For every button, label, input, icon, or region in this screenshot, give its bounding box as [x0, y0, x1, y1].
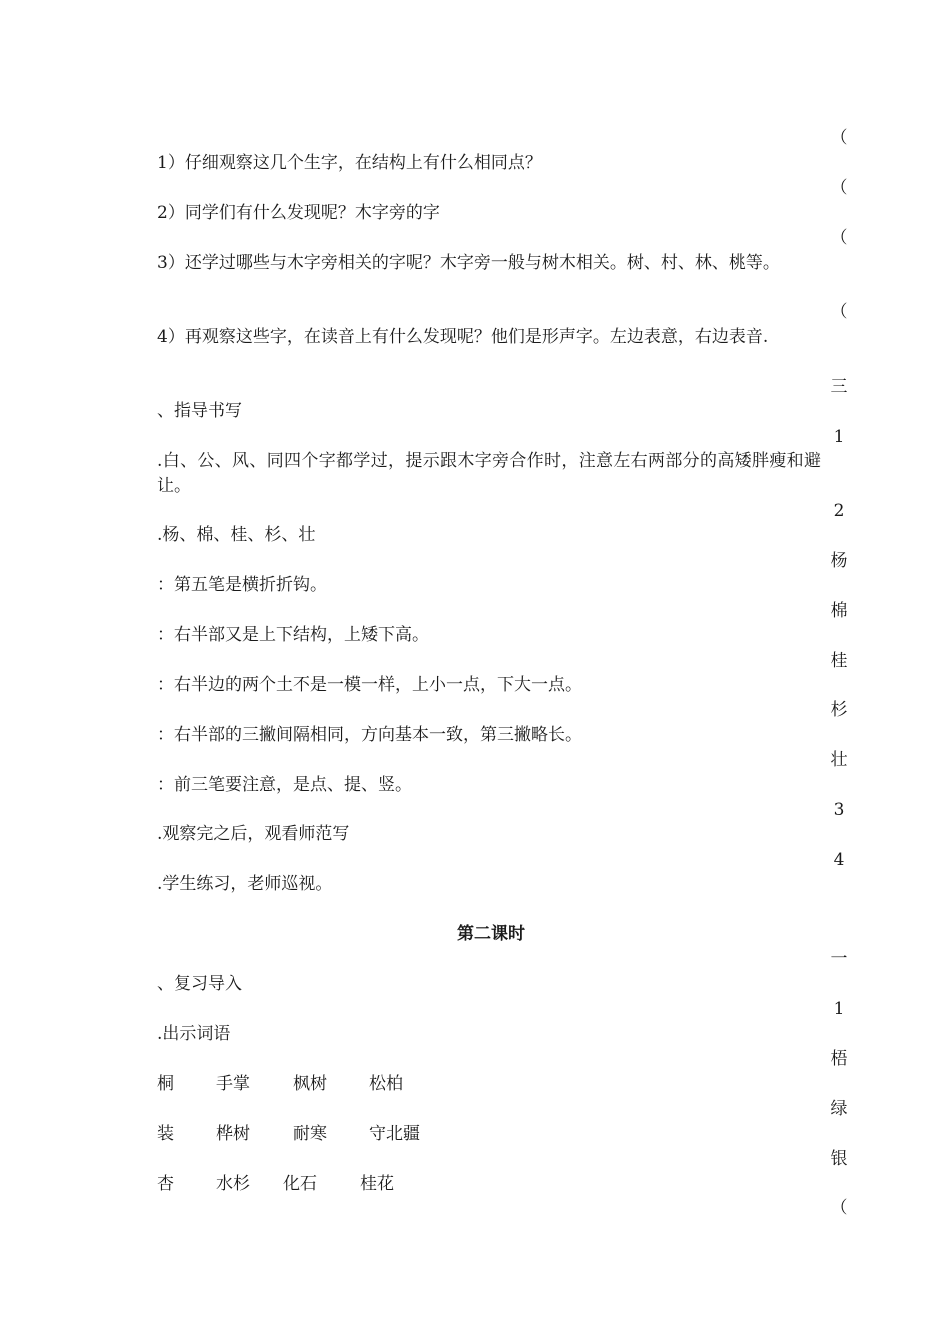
word: 桂花 — [360, 1174, 394, 1194]
word: 枫树 — [293, 1074, 327, 1094]
section-title: 第二课时 — [457, 924, 525, 944]
paragraph: 3）还学过哪些与木字旁相关的字呢？木字旁一般与树木相关。树、村、林、桃等。 — [157, 253, 780, 273]
margin-char: （ — [830, 1198, 848, 1218]
margin-char: （ — [830, 178, 848, 198]
paragraph: .出示词语 — [157, 1024, 231, 1044]
word: 松柏 — [369, 1074, 403, 1094]
margin-char: 壮 — [830, 750, 848, 770]
margin-char: 1 — [833, 999, 845, 1019]
margin-char: 桂 — [830, 651, 848, 671]
margin-char: （ — [830, 302, 848, 322]
word: 耐寒 — [293, 1124, 327, 1144]
margin-char: （ — [830, 128, 848, 148]
section-heading: 、指导书写 — [157, 401, 242, 421]
word: 化石 — [283, 1174, 317, 1194]
paragraph: ：右半部的三撇间隔相同，方向基本一致，第三撇略长。 — [157, 725, 582, 745]
margin-char: （ — [830, 228, 848, 248]
margin-char: 1 — [833, 427, 845, 447]
word: 桦树 — [216, 1124, 250, 1144]
word: 装 — [157, 1124, 174, 1144]
margin-char: 杨 — [830, 551, 848, 571]
paragraph: 1）仔细观察这几个生字，在结构上有什么相同点？ — [157, 153, 542, 173]
paragraph: ：第五笔是横折折钩。 — [157, 575, 327, 595]
margin-char: 棉 — [830, 601, 848, 621]
margin-char: 2 — [833, 501, 845, 521]
paragraph: ：前三笔要注意，是点、提、竖。 — [157, 775, 412, 795]
margin-char: 三 — [830, 377, 848, 397]
word: 手掌 — [216, 1074, 250, 1094]
margin-char: 银 — [830, 1149, 848, 1169]
margin-char: 杉 — [830, 700, 848, 720]
word: 守北疆 — [369, 1124, 420, 1144]
paragraph: ：右半部又是上下结构，上矮下高。 — [157, 625, 429, 645]
paragraph: 4）再观察这些字，在读音上有什么发现呢？他们是形声字。左边表意，右边表音. — [157, 327, 769, 347]
margin-char: 4 — [833, 850, 845, 870]
paragraph: .观察完之后，观看师范写 — [157, 824, 350, 844]
margin-char: 梧 — [830, 1049, 848, 1069]
paragraph: .学生练习，老师巡视。 — [157, 874, 333, 894]
word: 桐 — [157, 1074, 174, 1094]
section-heading: 、复习导入 — [157, 974, 242, 994]
word: 水杉 — [216, 1174, 250, 1194]
margin-char: 3 — [833, 800, 845, 820]
paragraph: ：右半边的两个土不是一模一样，上小一点，下大一点。 — [157, 675, 582, 695]
margin-char: 绿 — [830, 1099, 848, 1119]
paragraph: .杨、棉、桂、杉、壮 — [157, 525, 316, 545]
paragraph: 2）同学们有什么发现呢？木字旁的字 — [157, 203, 440, 223]
margin-char: 一 — [830, 949, 848, 969]
word: 杏 — [157, 1174, 174, 1194]
paragraph: .白、公、风、同四个字都学过，提示跟木字旁合作时，注意左右两部分的高矮胖瘦和避让。 — [157, 451, 821, 496]
